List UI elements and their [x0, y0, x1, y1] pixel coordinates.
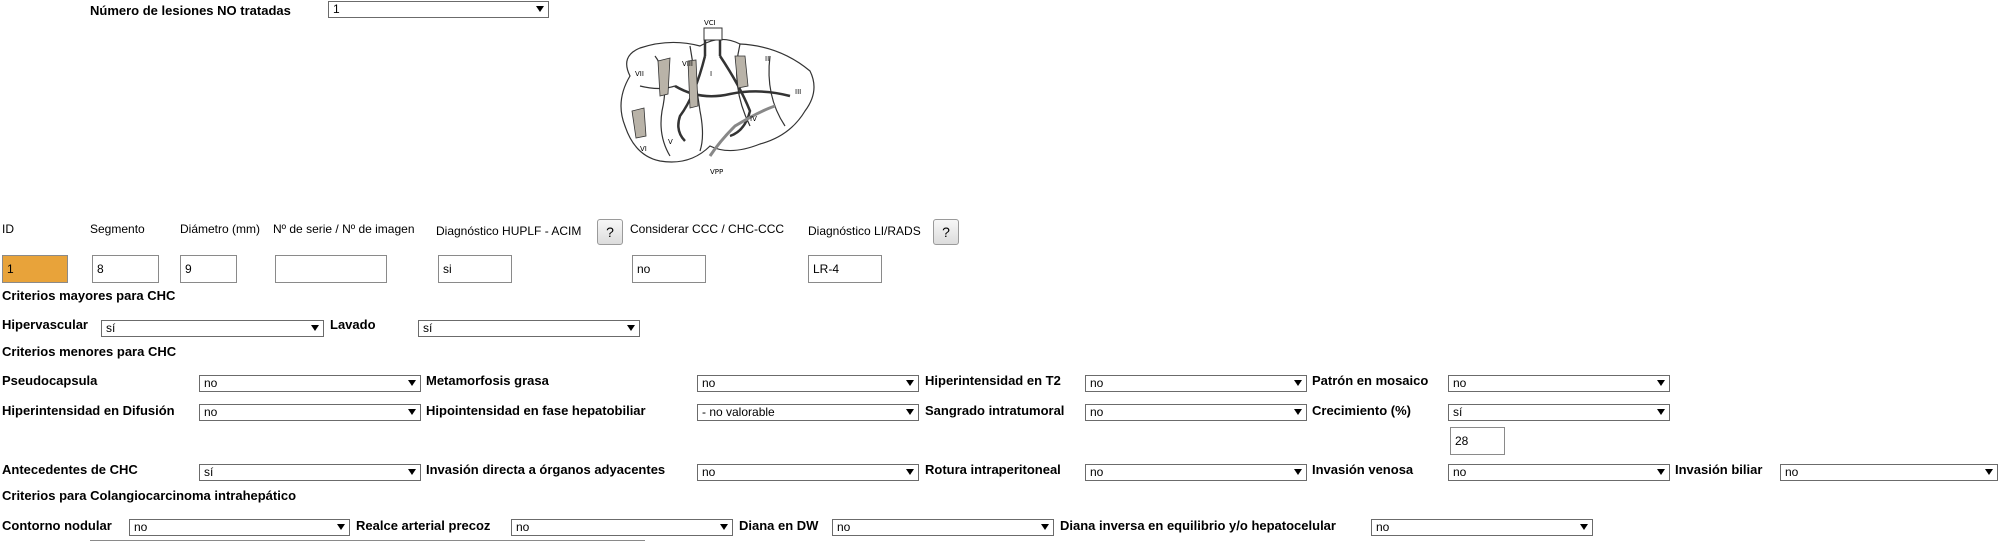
venosa-select[interactable]	[1448, 464, 1670, 481]
contorno-label: Contorno nodular	[2, 518, 112, 533]
metamorfosis-label: Metamorfosis grasa	[426, 373, 549, 388]
mosaico-select[interactable]	[1448, 375, 1670, 392]
realce-value: no	[516, 520, 530, 534]
vpp-label: VPP	[710, 168, 724, 176]
segment-6-label: VI	[640, 145, 647, 153]
hipo-hepato-value: - no valorable	[702, 405, 775, 419]
hipo-hepato-select[interactable]	[697, 404, 919, 421]
rotura-value: no	[1090, 465, 1104, 479]
metamorfosis-value: no	[702, 376, 716, 390]
antecedentes-select[interactable]	[199, 464, 421, 481]
diametro-field[interactable]	[180, 255, 237, 283]
serie-field[interactable]	[275, 255, 387, 283]
mosaico-label: Patrón en mosaico	[1312, 373, 1429, 388]
diana-dw-value: no	[837, 520, 851, 534]
pseudocapsula-label: Pseudocapsula	[2, 373, 98, 388]
segment-1-label: I	[710, 70, 713, 78]
chevron-down-icon	[408, 409, 416, 415]
hiper-t2-select[interactable]	[1085, 375, 1307, 392]
diana-dw-select[interactable]	[832, 519, 1054, 536]
col-id-header: ID	[2, 222, 14, 236]
chevron-down-icon	[627, 325, 635, 331]
chevron-down-icon	[1041, 524, 1049, 530]
diametro-value: 9	[185, 262, 192, 276]
col-lirads-header: Diagnóstico LI/RADS	[808, 224, 921, 238]
vci-label: VCI	[704, 19, 716, 27]
invasion-directa-value: no	[702, 465, 716, 479]
chevron-down-icon	[408, 380, 416, 386]
cci-title: Criterios para Colangiocarcinoma intrahepático	[2, 488, 297, 503]
chevron-down-icon	[1580, 524, 1588, 530]
difusion-value: no	[204, 405, 218, 419]
hiper-t2-value: no	[1090, 376, 1104, 390]
segment-3-label: III	[795, 88, 802, 96]
ccc-value: no	[637, 262, 651, 276]
rotura-label: Rotura intraperitoneal	[925, 462, 1061, 477]
segment-7-label: VII	[635, 70, 644, 78]
menores-title: Criterios menores para CHC	[2, 344, 177, 359]
diana-inv-value: no	[1376, 520, 1390, 534]
pseudocapsula-value: no	[204, 376, 218, 390]
id-field[interactable]	[2, 255, 68, 283]
sangrado-select[interactable]	[1085, 404, 1307, 421]
hipervascular-select[interactable]	[101, 320, 324, 337]
chevron-down-icon	[1657, 469, 1665, 475]
col-huplf-header: Diagnóstico HUPLF - ACIM	[436, 224, 582, 238]
biliar-value: no	[1785, 465, 1799, 479]
ccc-field[interactable]	[632, 255, 706, 283]
hipo-hepato-label: Hipointensidad en fase hepatobiliar	[426, 403, 646, 418]
rotura-select[interactable]	[1085, 464, 1307, 481]
realce-label: Realce arterial precoz	[356, 518, 491, 533]
sangrado-value: no	[1090, 405, 1104, 419]
diana-inv-label: Diana inversa en equilibrio y/o hepatocelular	[1060, 518, 1336, 533]
chevron-down-icon	[1985, 469, 1993, 475]
help-icon: ?	[606, 224, 614, 240]
lirads-field[interactable]	[808, 255, 882, 283]
segment-2-label: II	[765, 55, 770, 63]
chevron-down-icon	[1657, 380, 1665, 386]
crecimiento-value: sí	[1453, 405, 1463, 419]
col-serie-header: Nº de serie / Nº de imagen	[273, 222, 415, 236]
pseudocapsula-select[interactable]	[199, 375, 421, 392]
hipervascular-value: sí	[106, 321, 116, 335]
diana-inv-select[interactable]	[1371, 519, 1593, 536]
chevron-down-icon	[1294, 380, 1302, 386]
hipervascular-label: Hipervascular	[2, 317, 88, 332]
difusion-select[interactable]	[199, 404, 421, 421]
segment-8-label: VIII	[682, 60, 693, 68]
crecimiento-pct-value: 28	[1455, 434, 1469, 448]
chevron-down-icon	[720, 524, 728, 530]
chevron-down-icon	[408, 469, 416, 475]
segmento-field[interactable]	[92, 255, 159, 283]
huplf-value: si	[443, 262, 452, 276]
crecimiento-pct-field[interactable]	[1450, 427, 1505, 455]
col-segmento-header: Segmento	[90, 222, 145, 236]
venosa-label: Invasión venosa	[1312, 462, 1414, 477]
lirads-value: LR-4	[813, 262, 840, 276]
crecimiento-label: Crecimiento (%)	[1312, 403, 1411, 418]
chevron-down-icon	[906, 409, 914, 415]
chevron-down-icon	[906, 469, 914, 475]
col-diametro-header: Diámetro (mm)	[180, 222, 260, 236]
diana-dw-label: Diana en DW	[739, 518, 819, 533]
num-lesions-value: 1	[333, 2, 340, 16]
help-icon: ?	[942, 224, 950, 240]
lavado-value: sí	[423, 321, 433, 335]
chevron-down-icon	[337, 524, 345, 530]
realce-select[interactable]	[511, 519, 733, 536]
segment-4-label: IV	[750, 115, 757, 123]
metamorfosis-select[interactable]	[697, 375, 919, 392]
chevron-down-icon	[1657, 409, 1665, 415]
venosa-value: no	[1453, 465, 1467, 479]
chevron-down-icon	[311, 325, 319, 331]
num-lesions-select[interactable]	[328, 1, 549, 18]
lirads-help-button[interactable]	[933, 219, 959, 245]
contorno-value: no	[134, 520, 148, 534]
chevron-down-icon	[906, 380, 914, 386]
sangrado-label: Sangrado intratumoral	[925, 403, 1065, 418]
mayores-title: Criterios mayores para CHC	[2, 288, 176, 303]
chevron-down-icon	[1294, 409, 1302, 415]
biliar-label: Invasión biliar	[1675, 462, 1763, 477]
huplf-field[interactable]	[438, 255, 512, 283]
lavado-select[interactable]	[418, 320, 640, 337]
id-value: 1	[7, 262, 14, 276]
hiper-t2-label: Hiperintensidad en T2	[925, 373, 1061, 388]
liver-segments-diagram	[600, 16, 825, 181]
antecedentes-value: sí	[204, 465, 214, 479]
crecimiento-select[interactable]	[1448, 404, 1670, 421]
antecedentes-label: Antecedentes de CHC	[2, 462, 138, 477]
segment-5-label: V	[668, 138, 673, 146]
difusion-label: Hiperintensidad en Difusión	[2, 403, 175, 418]
chevron-down-icon	[1294, 469, 1302, 475]
huplf-help-button[interactable]	[597, 219, 623, 245]
col-ccc-header: Considerar CCC / CHC-CCC	[630, 222, 785, 236]
contorno-select[interactable]	[129, 519, 350, 536]
chevron-down-icon	[536, 6, 544, 12]
mosaico-value: no	[1453, 376, 1467, 390]
segmento-value: 8	[97, 262, 104, 276]
biliar-select[interactable]	[1780, 464, 1998, 481]
invasion-directa-select[interactable]	[697, 464, 919, 481]
lavado-label: Lavado	[330, 317, 376, 332]
invasion-directa-label: Invasión directa a órganos adyacentes	[426, 462, 666, 477]
num-lesions-label: Número de lesiones NO tratadas	[90, 3, 291, 18]
